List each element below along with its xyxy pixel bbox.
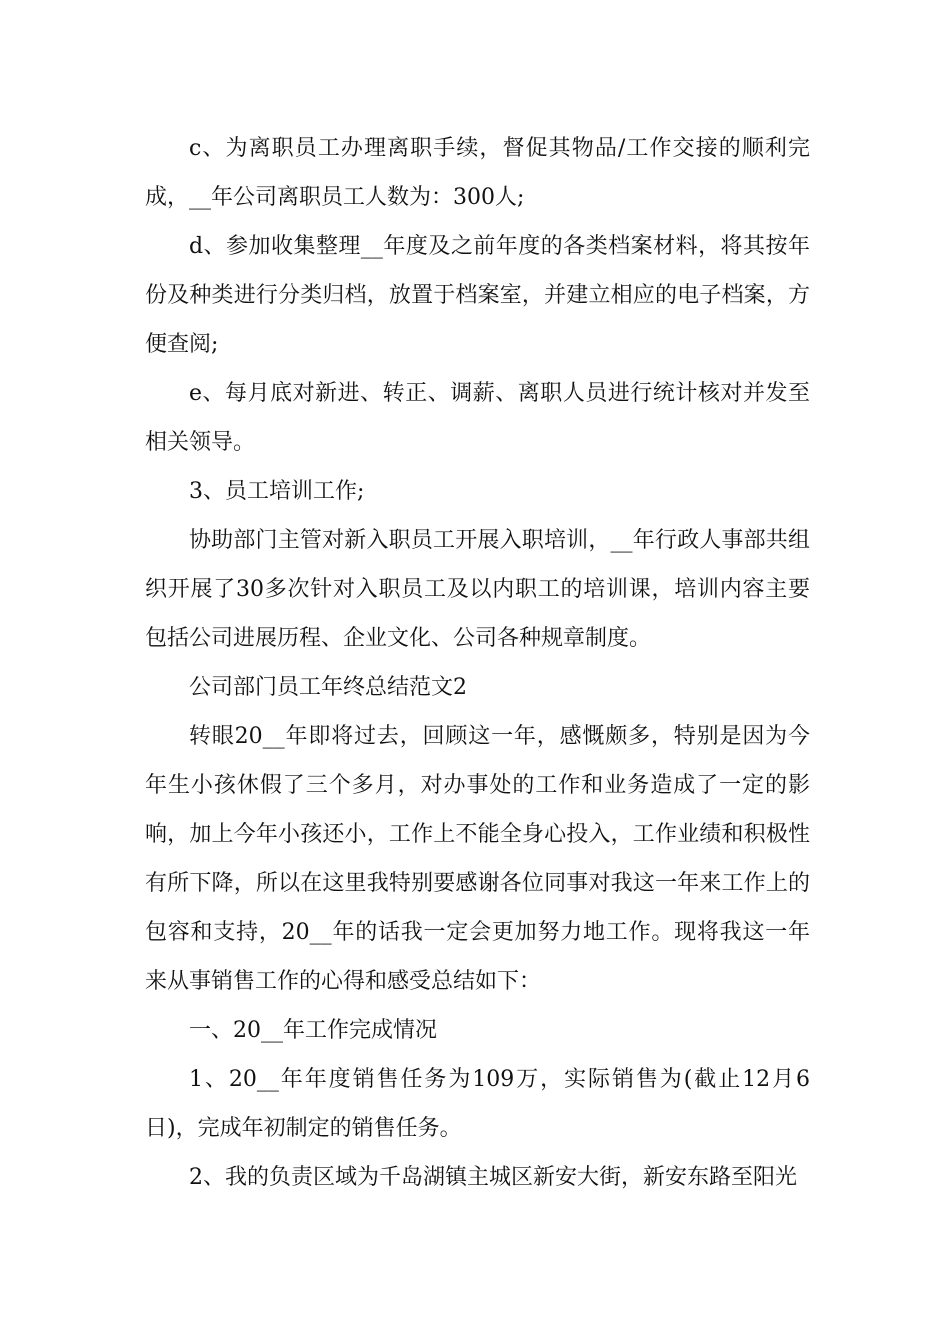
paragraph-responsible-area: 2、我的负责区域为千岛湖镇主城区新安大街，新安东路至阳光: [189, 1165, 797, 1190]
paragraph-introduction: 转眼20__年即将过去，回顾这一年，感慨颇多，特别是因为今年生小孩休假了三个多月，对办事处的工作和业务造成了一定的影响，加上今年小孩还小，工作上不能全身心投入，工作业绩和积极性有所下降，所以在这里我特别要感谢各位同事对我这一年来工作上的包容和支持，20__年的话我一定会更加努力地工作。现将我这一年来从事销售工作的心得和感受总结如下：: [145, 724, 810, 994]
paragraph-training-details: 协助部门主管对新入职员工开展入职培训，__年行政人事部共组织开展了30多次针对入职员工及以内职工的培训课，培训内容主要包括公司进展历程、企业文化、公司各种规章制度。: [145, 528, 810, 651]
paragraph-resignation-procedures: c、为离职员工办理离职手续，督促其物品/工作交接的顺利完成，__年公司离职员工人数为：300人;: [145, 136, 810, 210]
paragraph-work-completion-heading: 一、20__年工作完成情况: [189, 1018, 437, 1043]
paragraph-monthly-statistics: e、每月底对新进、转正、调薪、离职人员进行统计核对并发至相关领导。: [145, 381, 810, 455]
paragraph-sales-task: 1、20__年年度销售任务为109万，实际销售为(截止12月6日)，完成年初制定的销售任务。: [145, 1067, 810, 1141]
document-body: [145, 124, 810, 1202]
section-title: 公司部门员工年终总结范文2: [189, 675, 467, 700]
paragraph-archive-management: d、参加收集整理__年度及之前年度的各类档案材料，将其按年份及种类进行分类归档，放置于档案室，并建立相应的电子档案，方便查阅;: [145, 234, 810, 357]
paragraph-training-heading: 3、员工培训工作;: [189, 479, 365, 504]
